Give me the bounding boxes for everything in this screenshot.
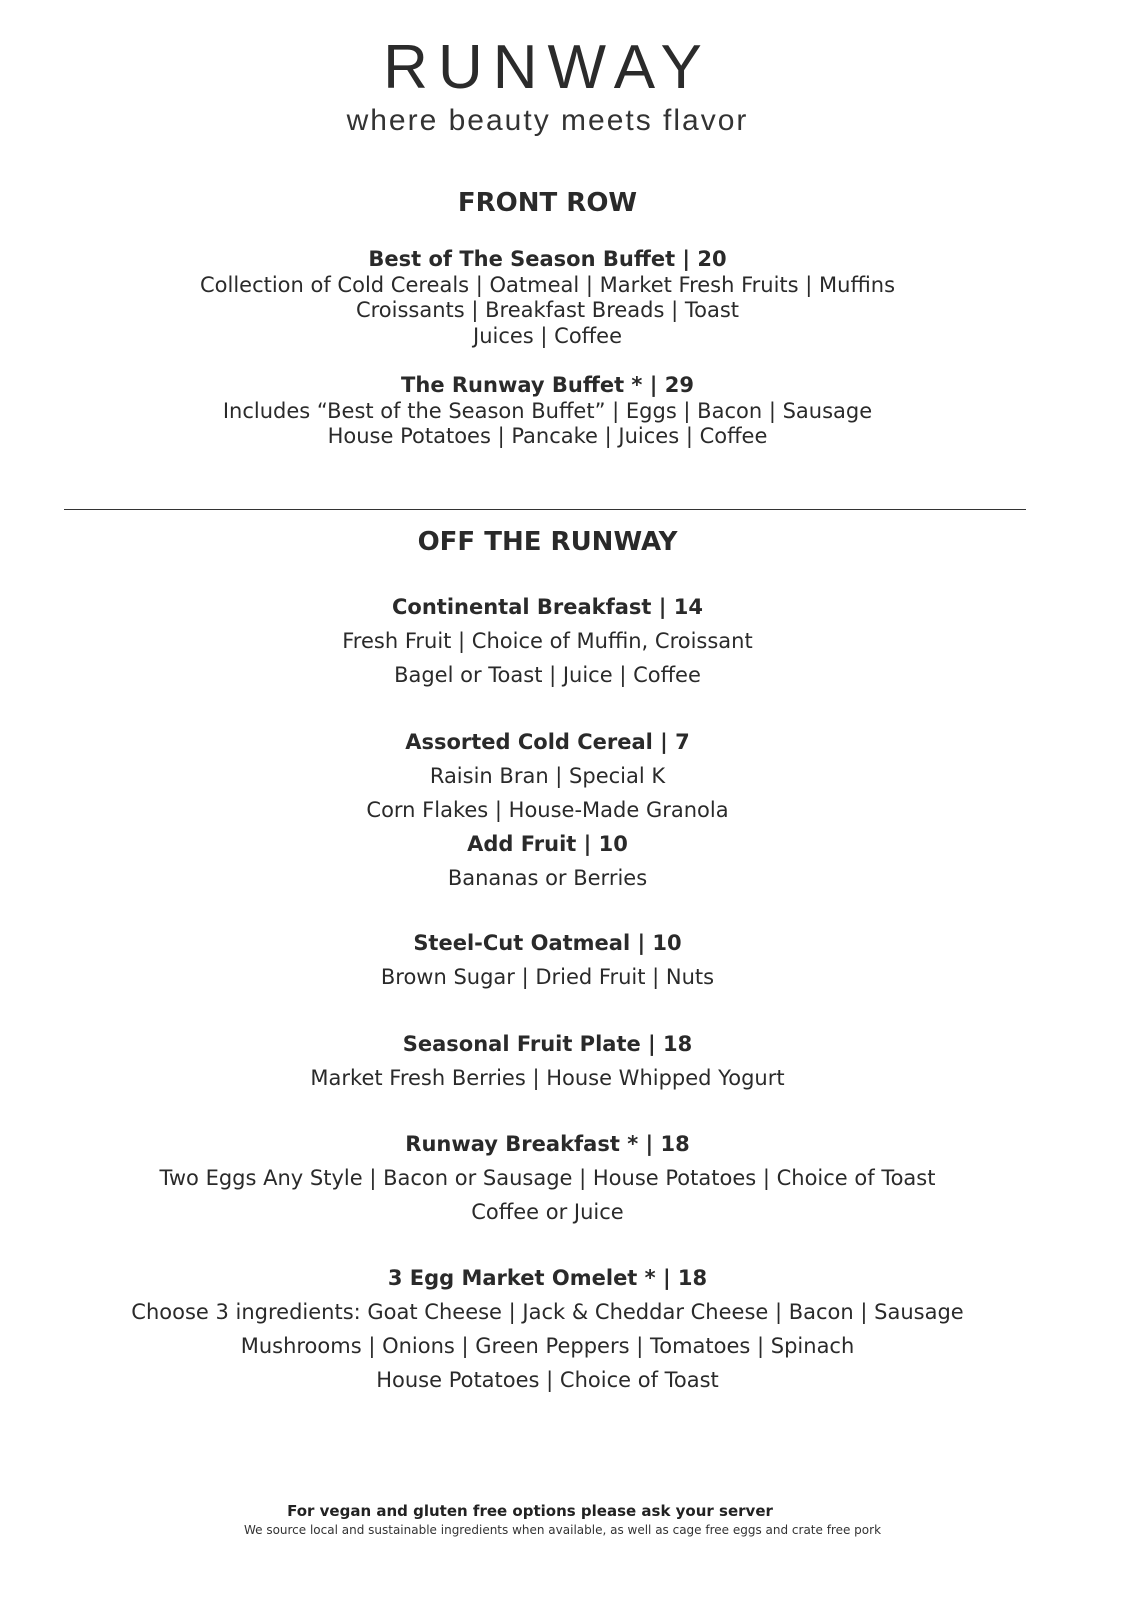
- menu-item-line: Corn Flakes | House-Made Granola: [366, 798, 729, 822]
- footer-sourcing-note: We source local and sustainable ingredients when available, as well as cage free eggs and crate free pork: [243, 1523, 882, 1537]
- menu-item-title: 3 Egg Market Omelet * | 18: [387, 1266, 708, 1290]
- menu-item-line: House Potatoes | Choice of Toast: [376, 1368, 719, 1392]
- menu-item-line: Juices | Coffee: [473, 323, 622, 348]
- menu-item-line: Choose 3 ingredients: Goat Cheese | Jack & Cheddar Cheese | Bacon | Sausage: [131, 1300, 964, 1324]
- menu-item-line: Two Eggs Any Style | Bacon or Sausage | House Potatoes | Choice of Toast: [159, 1166, 936, 1190]
- footer-dietary-note: For vegan and gluten free options please ask your server: [287, 1502, 773, 1520]
- menu-item-title: Continental Breakfast | 14: [392, 595, 703, 619]
- menu-item-assorted-cold-cereal: [0, 725, 1095, 895]
- section-title-front-row: FRONT ROW: [457, 188, 638, 218]
- section-title-off-the-runway: OFF THE RUNWAY: [417, 527, 678, 557]
- menu-item-title: Assorted Cold Cereal | 7: [405, 730, 690, 754]
- menu-item-title: Runway Breakfast * | 18: [405, 1132, 690, 1156]
- section-divider: [64, 509, 1026, 510]
- menu-item-steel-cut-oatmeal: [0, 926, 1095, 994]
- menu-item-line: Raisin Bran | Special K: [429, 764, 666, 788]
- menu-item-line: House Potatoes | Pancake | Juices | Coffee: [327, 424, 768, 448]
- menu-item-runway-buffet: [0, 373, 1095, 450]
- menu-item-line: Coffee or Juice: [471, 1200, 624, 1224]
- menu-item-line: Fresh Fruit | Choice of Muffin, Croissant: [342, 629, 753, 653]
- menu-item-addon-line: Bananas or Berries: [447, 866, 648, 890]
- menu-item-title: Seasonal Fruit Plate | 18: [402, 1032, 693, 1056]
- menu-item-continental-breakfast: [0, 590, 1095, 692]
- menu-item-title: Steel-Cut Oatmeal | 10: [413, 931, 682, 955]
- menu-item-line: Croissants | Breakfast Breads | Toast: [355, 298, 740, 322]
- menu-item-title: Best of The Season Buffet | 20: [368, 247, 727, 271]
- menu-item-best-of-season-buffet: [0, 247, 1095, 349]
- menu-item-line: Bagel or Toast | Juice | Coffee: [394, 663, 701, 687]
- brand-tagline: where beauty meets flavor: [346, 104, 749, 137]
- menu-item-line: Market Fresh Berries | House Whipped Yogurt: [310, 1066, 785, 1090]
- menu-item-seasonal-fruit-plate: [0, 1027, 1095, 1095]
- menu-item-title: The Runway Buffet * | 29: [401, 373, 694, 397]
- menu-item-line: Includes “Best of the Season Buffet” | Eggs | Bacon | Sausage: [222, 398, 873, 423]
- menu-item-line: Brown Sugar | Dried Fruit | Nuts: [380, 965, 715, 989]
- menu-item-addon-title: Add Fruit | 10: [467, 832, 628, 856]
- menu-item-line: Collection of Cold Cereals | Oatmeal | Market Fresh Fruits | Muffins: [199, 272, 896, 297]
- brand-logo-text: RUNWAY: [383, 33, 712, 102]
- menu-item-market-omelet: [0, 1261, 1095, 1397]
- menu-item-runway-breakfast: [0, 1127, 1095, 1229]
- menu-item-line: Mushrooms | Onions | Green Peppers | Tomatoes | Spinach: [240, 1334, 855, 1358]
